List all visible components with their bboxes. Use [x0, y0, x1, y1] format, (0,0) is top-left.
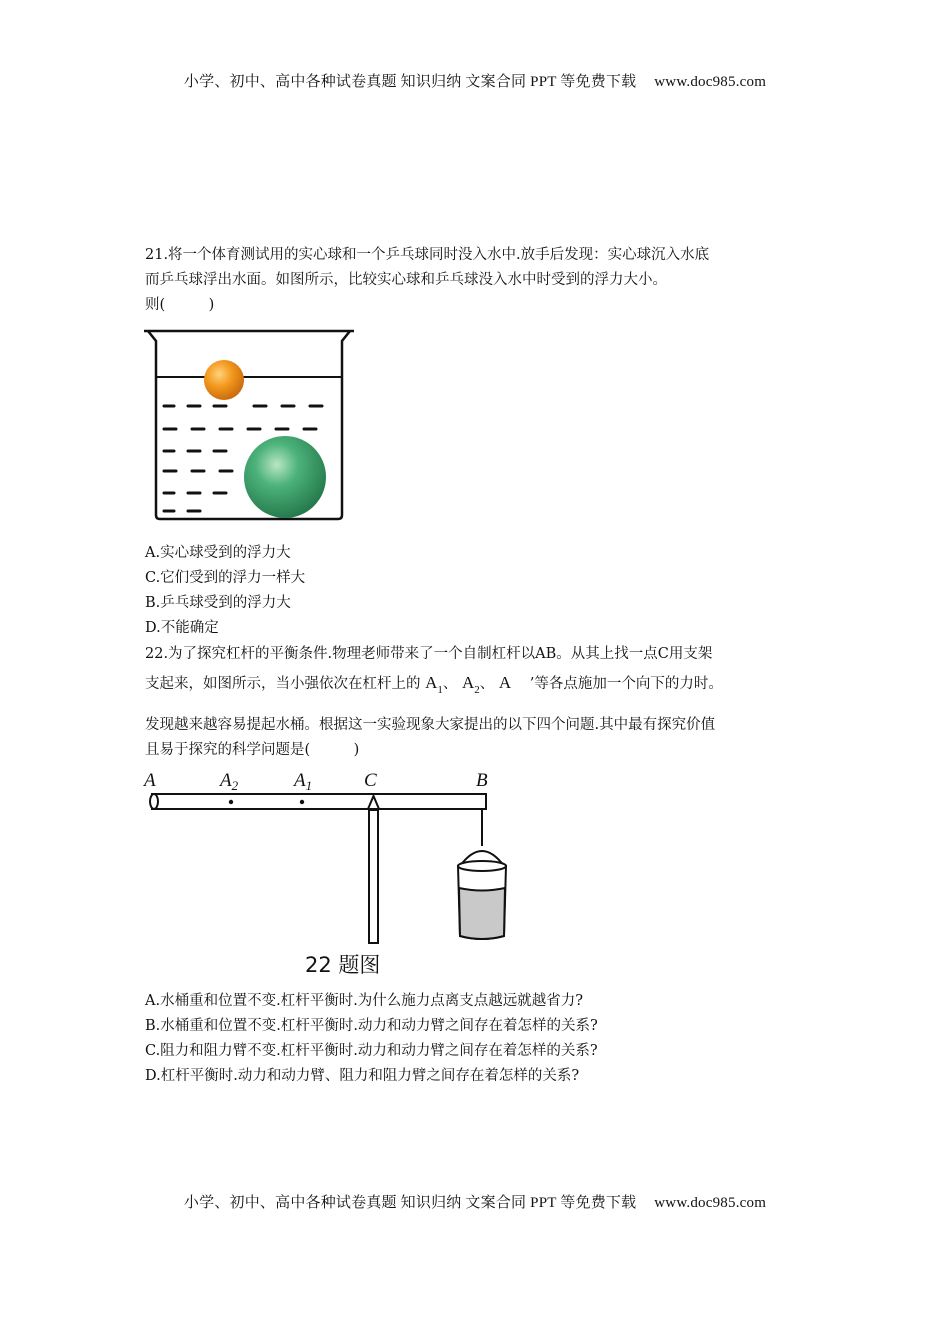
fig-label-c: C — [364, 770, 377, 791]
bucket — [458, 851, 506, 939]
q21-line-3: 则( ) — [145, 297, 215, 313]
question-21 — [145, 243, 815, 318]
footer-url: www.doc985.com — [654, 1195, 767, 1211]
point-a1 — [300, 800, 304, 804]
q21-option-b: B.乒乓球受到的浮力大 — [145, 595, 291, 611]
q21-option-d: D.不能确定 — [145, 620, 219, 636]
fig-label-a1: $A_1$ — [294, 770, 313, 793]
q21-option-a: A.实心球受到的浮力大 — [145, 545, 291, 561]
header-text: 小学、初中、高中各种试卷真题 知识归纳 文案合同 PPT 等免费下载 — [183, 74, 637, 90]
q22-line-1: 22.为了探究杠杆的平衡条件.物理老师带来了一个自制杠杆以AB。从其上找一点C用支架 — [145, 646, 713, 662]
q21-line-2: 而乒乓球浮出水面。如图所示，比较实心球和乒乓球没入水中时受到的浮力大小。 — [145, 272, 667, 288]
q22-option-a: A.水桶重和位置不变.杠杆平衡时.为什么施力点离支点越远就越省力? — [145, 993, 584, 1009]
fig-label-a: A — [144, 770, 156, 791]
header-url: www.doc985.com — [654, 74, 767, 90]
lever-bar — [150, 794, 486, 809]
label-a: A — [498, 673, 512, 692]
q22-line-3: 发现越来越容易提起水桶。根据这一实验现象大家提出的以下四个问题.其中最有探究价值 — [145, 717, 716, 733]
q22-options — [145, 989, 815, 1089]
q22-option-c: C.阻力和阻力臂不变.杠杆平衡时.动力和动力臂之间存在着怎样的关系? — [145, 1043, 598, 1059]
q22-line-4: 且易于探究的科学问题是( ) — [145, 742, 360, 758]
beaker-figure — [142, 325, 358, 525]
footer-text: 小学、初中、高中各种试卷真题 知识归纳 文案合同 PPT 等免费下载 — [183, 1195, 637, 1211]
solid-ball — [244, 436, 326, 518]
fig-label-b: B — [476, 770, 488, 791]
label-a1: $A_1$ — [425, 673, 443, 696]
q22-line-2-pre: 支起来，如图所示，当小强依次在杠杆上的 — [145, 676, 421, 692]
q22-option-b: B.水桶重和位置不变.杠杆平衡时.动力和动力臂之间存在着怎样的关系? — [145, 1018, 598, 1034]
fig-label-a2: $A_2$ — [220, 770, 239, 793]
separator: 、 — [442, 676, 458, 692]
page-header — [0, 70, 950, 91]
page-footer — [0, 1191, 950, 1212]
q22-line-2 — [145, 667, 815, 706]
fulcrum-support — [368, 796, 379, 943]
question-22 — [145, 642, 815, 763]
q21-option-c: C.它们受到的浮力一样大 — [145, 570, 306, 586]
q22-line-2-post: ’等各点施加一个向下的力时。 — [529, 676, 723, 692]
point-a2 — [229, 800, 233, 804]
q21-line-1: 21.将一个体育测试用的实心球和一个乒乓球同时没入水中.放手后发现：实心球沉入水底 — [145, 247, 710, 263]
label-a2: $A_2$ — [462, 673, 480, 696]
ping-pong-ball — [204, 360, 244, 400]
lever-figure — [142, 766, 532, 981]
q22-option-d: D.杠杆平衡时.动力和动力臂、阻力和阻力臂之间存在着怎样的关系? — [145, 1068, 580, 1084]
figure-caption: 22 题图 — [305, 953, 381, 977]
separator: 、 — [479, 676, 495, 692]
q21-options — [145, 541, 815, 641]
